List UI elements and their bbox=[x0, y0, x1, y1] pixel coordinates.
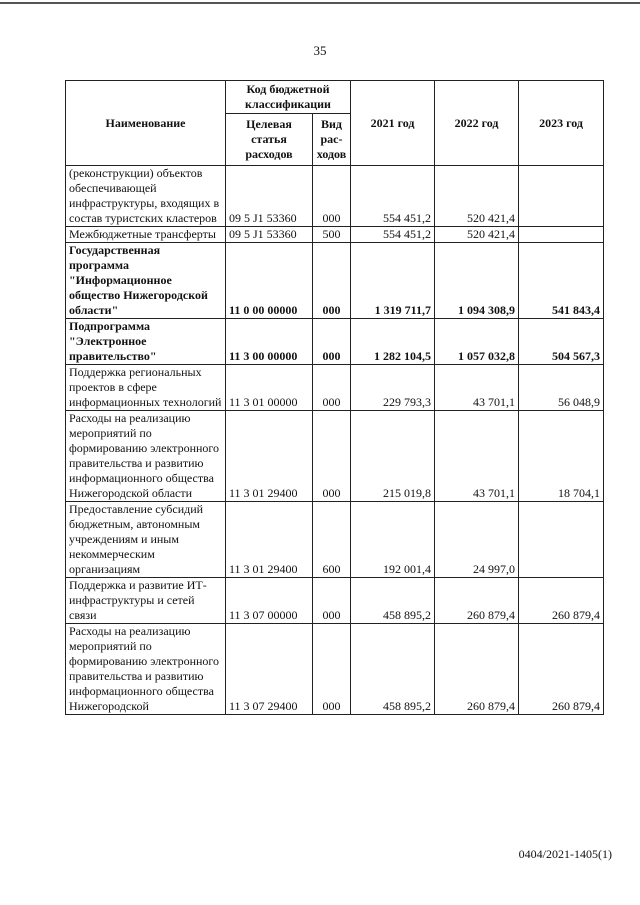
row-value-2022: 260 879,4 bbox=[435, 578, 519, 624]
header-year-2022: 2022 год bbox=[435, 81, 519, 166]
row-value-2022: 1 057 032,8 bbox=[435, 319, 519, 365]
row-expense-type: 000 bbox=[313, 624, 351, 715]
row-value-2021: 1 319 711,7 bbox=[351, 243, 435, 319]
row-value-2023 bbox=[519, 502, 604, 578]
page-number: 35 bbox=[313, 43, 327, 58]
row-value-2021: 554 451,2 bbox=[351, 227, 435, 243]
row-value-2022: 1 094 308,9 bbox=[435, 243, 519, 319]
table-row bbox=[66, 227, 604, 243]
row-value-2021: 554 451,2 bbox=[351, 166, 435, 227]
row-expense-type: 000 bbox=[313, 578, 351, 624]
row-value-2021: 192 001,4 bbox=[351, 502, 435, 578]
top-border-line bbox=[0, 2, 640, 4]
row-name: Межбюджетные трансферты bbox=[66, 227, 226, 243]
row-name: (реконструкции) объектов обеспечивающей инфраструктуры, входящих в состав туристских кластеров bbox=[66, 166, 226, 227]
row-target-item: 09 5 J1 53360 bbox=[226, 227, 313, 243]
row-name: Подпрограмма "Электронное правительство" bbox=[66, 319, 226, 365]
row-value-2021: 215 019,8 bbox=[351, 411, 435, 502]
row-value-2021: 458 895,2 bbox=[351, 624, 435, 715]
row-target-item: 09 5 J1 53360 bbox=[226, 166, 313, 227]
row-target-item: 11 3 01 29400 bbox=[226, 411, 313, 502]
row-name: Государственная программа "Информационное общество Нижегородской области" bbox=[66, 243, 226, 319]
row-value-2023: 260 879,4 bbox=[519, 624, 604, 715]
row-expense-type: 000 bbox=[313, 365, 351, 411]
row-value-2023 bbox=[519, 227, 604, 243]
row-expense-type: 000 bbox=[313, 319, 351, 365]
header-year-2023: 2023 год bbox=[519, 81, 604, 166]
header-expense-type: Вид рас-ходов bbox=[313, 114, 351, 166]
row-value-2022: 43 701,1 bbox=[435, 411, 519, 502]
row-value-2022: 260 879,4 bbox=[435, 624, 519, 715]
row-expense-type: 000 bbox=[313, 166, 351, 227]
row-value-2023: 504 567,3 bbox=[519, 319, 604, 365]
row-expense-type: 000 bbox=[313, 411, 351, 502]
row-name: Расходы на реализацию мероприятий по формированию электронного правительства и развитию информационного общества Нижегородской области bbox=[66, 411, 226, 502]
table-body bbox=[66, 166, 604, 715]
row-target-item: 11 3 01 00000 bbox=[226, 365, 313, 411]
row-target-item: 11 3 01 29400 bbox=[226, 502, 313, 578]
row-target-item: 11 3 07 29400 bbox=[226, 624, 313, 715]
row-target-item: 11 3 07 00000 bbox=[226, 578, 313, 624]
row-value-2022: 24 997,0 bbox=[435, 502, 519, 578]
table-row bbox=[66, 578, 604, 624]
row-target-item: 11 3 00 00000 bbox=[226, 319, 313, 365]
row-name: Расходы на реализацию мероприятий по формированию электронного правительства и развитию информационного общества Нижегородской bbox=[66, 624, 226, 715]
row-expense-type: 600 bbox=[313, 502, 351, 578]
table-row bbox=[66, 411, 604, 502]
table-row bbox=[66, 166, 604, 227]
row-value-2021: 229 793,3 bbox=[351, 365, 435, 411]
table-header bbox=[66, 81, 604, 166]
row-name: Поддержка и развитие ИТ-инфраструктуры и сетей связи bbox=[66, 578, 226, 624]
table-row bbox=[66, 502, 604, 578]
row-expense-type: 500 bbox=[313, 227, 351, 243]
row-value-2021: 458 895,2 bbox=[351, 578, 435, 624]
row-value-2022: 520 421,4 bbox=[435, 166, 519, 227]
header-target-item: Целевая статья расходов bbox=[226, 114, 313, 166]
row-value-2022: 520 421,4 bbox=[435, 227, 519, 243]
table-row bbox=[66, 243, 604, 319]
row-name: Предоставление субсидий бюджетным, автономным учреждениям и иным некоммерческим организациям bbox=[66, 502, 226, 578]
header-name: Наименование bbox=[66, 81, 226, 166]
row-value-2023: 56 048,9 bbox=[519, 365, 604, 411]
row-value-2023: 260 879,4 bbox=[519, 578, 604, 624]
row-value-2023: 18 704,1 bbox=[519, 411, 604, 502]
row-expense-type: 000 bbox=[313, 243, 351, 319]
header-year-2021: 2021 год bbox=[351, 81, 435, 166]
table-row bbox=[66, 319, 604, 365]
row-value-2021: 1 282 104,5 bbox=[351, 319, 435, 365]
row-value-2023: 541 843,4 bbox=[519, 243, 604, 319]
header-code-group: Код бюджетной классификации bbox=[226, 81, 351, 114]
table-row bbox=[66, 365, 604, 411]
row-value-2023 bbox=[519, 166, 604, 227]
document-code: 0404/2021-1405(1) bbox=[518, 847, 612, 861]
budget-table bbox=[65, 80, 604, 715]
row-name: Поддержка региональных проектов в сфере информационных технологий bbox=[66, 365, 226, 411]
row-target-item: 11 0 00 00000 bbox=[226, 243, 313, 319]
row-value-2022: 43 701,1 bbox=[435, 365, 519, 411]
table-row bbox=[66, 624, 604, 715]
